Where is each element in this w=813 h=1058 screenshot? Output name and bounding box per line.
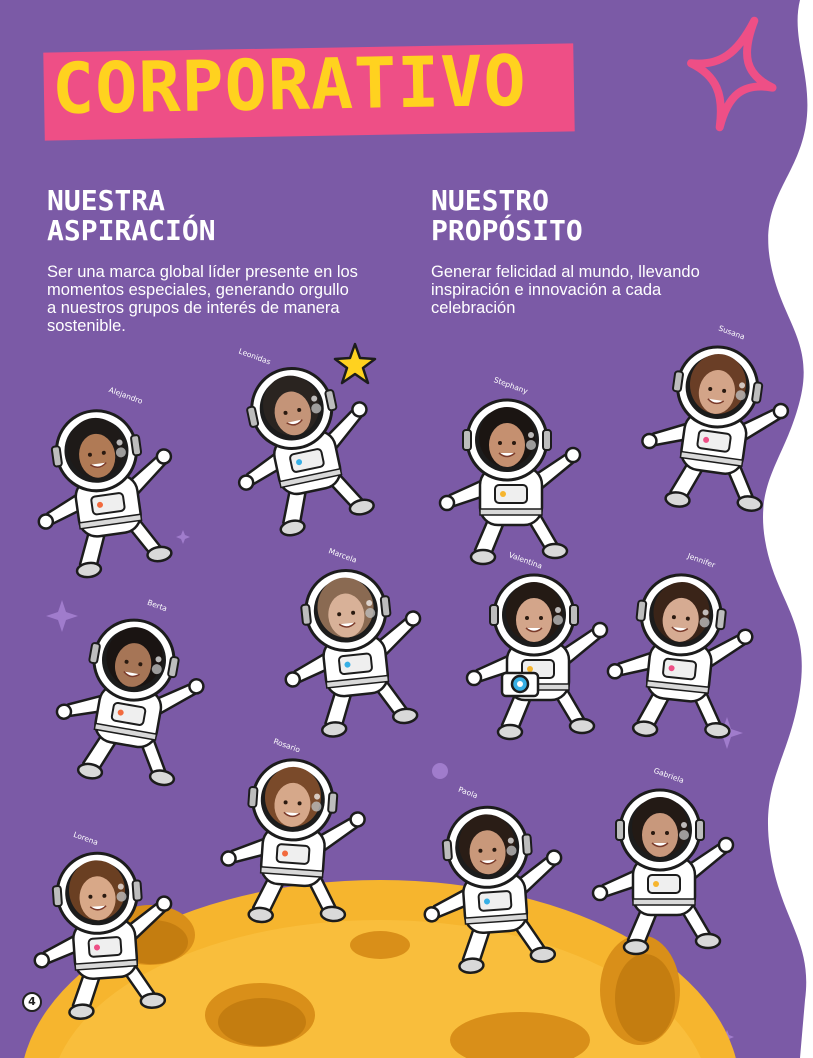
proposito-heading-line1: NUESTRO [431, 184, 550, 217]
astronaut-name-label: Rosario [272, 736, 302, 755]
aspiracion-body-line: sostenible. [47, 317, 126, 335]
pink-star-outline [675, 6, 790, 139]
astronaut-name-label: Stephany [492, 375, 530, 396]
astronaut-name-label: Jennifer [686, 551, 717, 570]
astronaut-figure [435, 375, 585, 570]
aspiracion-body-line: a nuestros grupos de interés de manera [47, 299, 340, 317]
astronaut-illustration [588, 775, 738, 960]
astronaut-figure [278, 546, 428, 740]
astronaut-figure [218, 736, 368, 930]
astronaut-name-label: Leonidas [237, 346, 272, 367]
page-title: CORPORATIVO [51, 39, 528, 131]
aspiracion-body-line: Ser una marca global líder presente en los [47, 263, 358, 281]
astronaut-illustration [278, 555, 428, 740]
astronaut-figure [418, 784, 568, 977]
astronaut-figure [462, 550, 612, 745]
astronaut-figure [640, 323, 790, 517]
astronaut-illustration [28, 838, 178, 1023]
camera-icon [500, 668, 540, 703]
astronaut-name-label: Gabriela [652, 765, 686, 786]
astronaut-illustration [218, 745, 368, 930]
yellow-star-icon [333, 342, 377, 391]
astronaut-figure [55, 597, 205, 790]
astronaut-illustration [418, 792, 568, 977]
proposito-heading-line2: PROPÓSITO [431, 214, 583, 247]
astronaut-name-label: Paola [457, 784, 479, 801]
white-wave-edge [763, 0, 813, 1058]
proposito-heading [431, 186, 583, 246]
aspiracion-body [47, 263, 392, 335]
astronaut-name-label: Marcela [327, 546, 359, 565]
proposito-body-line: inspiración e innovación a cada [431, 281, 662, 299]
aspiracion-heading-line1: NUESTRA [47, 184, 166, 217]
astronaut-name-label: Valentina [507, 550, 544, 571]
astronaut-illustration [435, 385, 585, 570]
astronaut-illustration [55, 605, 205, 790]
aspiracion-heading [47, 186, 216, 246]
astronaut-illustration [462, 560, 612, 745]
moon-crater [350, 931, 410, 959]
astronaut-illustration [605, 560, 755, 745]
aspiracion-body-line: momentos especiales, generando orgullo [47, 281, 349, 299]
small-dot [432, 763, 448, 779]
astronaut-figure [28, 829, 178, 1023]
aspiracion-heading-line2: ASPIRACIÓN [47, 214, 216, 247]
astronaut-name-label: Berta [146, 597, 169, 614]
proposito-body [431, 263, 751, 317]
proposito-body-line: Generar felicidad al mundo, llevando [431, 263, 700, 281]
proposito-body-line: celebración [431, 299, 516, 317]
astronaut-figure [605, 551, 755, 745]
astronaut-figure [30, 385, 180, 580]
astronaut-illustration [30, 395, 180, 580]
astronaut-figure [588, 765, 738, 960]
astronaut-name-label: Alejandro [107, 385, 144, 406]
astronaut-name-label: Susana [717, 323, 747, 342]
astronaut-illustration [640, 332, 790, 517]
astronaut-name-label: Lorena [72, 829, 100, 848]
page-number: 4 [22, 992, 42, 1012]
